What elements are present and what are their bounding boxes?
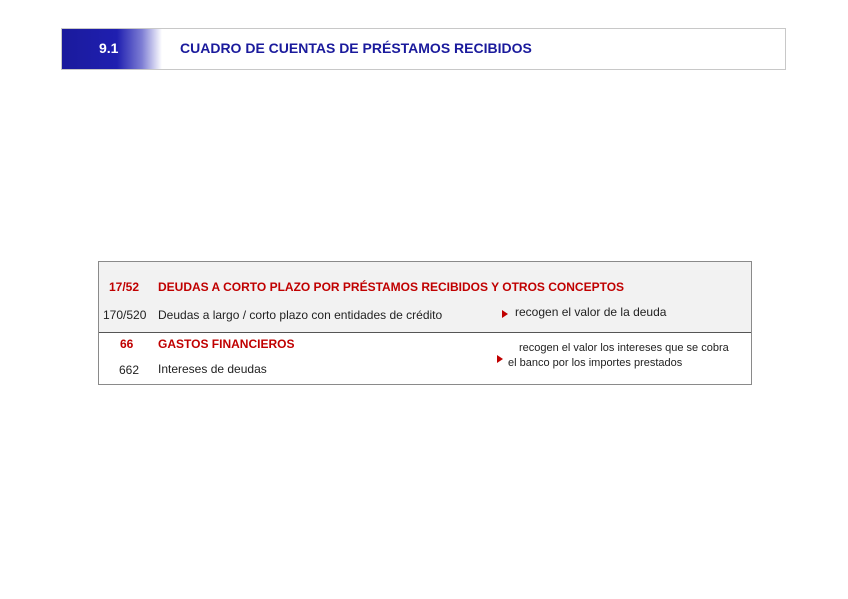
account-label: Deudas a largo / corto plazo con entidades de crédito bbox=[158, 308, 443, 322]
section-header bbox=[61, 28, 786, 70]
account-note: recogen el valor de la deuda bbox=[515, 305, 667, 319]
section-number-box bbox=[62, 29, 162, 69]
account-label: Intereses de deudas bbox=[158, 362, 267, 376]
account-group-deudas bbox=[99, 262, 751, 333]
section-number: 9.1 bbox=[99, 40, 119, 56]
arrow-right-icon bbox=[502, 310, 508, 318]
account-note-line1: recogen el valor los intereses que se cobra bbox=[519, 342, 729, 354]
group-label: DEUDAS A CORTO PLAZO POR PRÉSTAMOS RECIBIDOS Y OTROS CONCEPTOS bbox=[158, 280, 625, 294]
account-note-line2: el banco por los importes prestados bbox=[508, 357, 683, 369]
account-code: 662 bbox=[119, 363, 140, 377]
account-code: 170/520 bbox=[103, 308, 147, 322]
group-code: 17/52 bbox=[109, 280, 140, 294]
group-code: 66 bbox=[120, 337, 134, 351]
accounts-table bbox=[98, 261, 752, 385]
section-title: CUADRO DE CUENTAS DE PRÉSTAMOS RECIBIDOS bbox=[180, 40, 532, 56]
group-label: GASTOS FINANCIEROS bbox=[158, 337, 295, 351]
arrow-right-icon bbox=[497, 355, 503, 363]
